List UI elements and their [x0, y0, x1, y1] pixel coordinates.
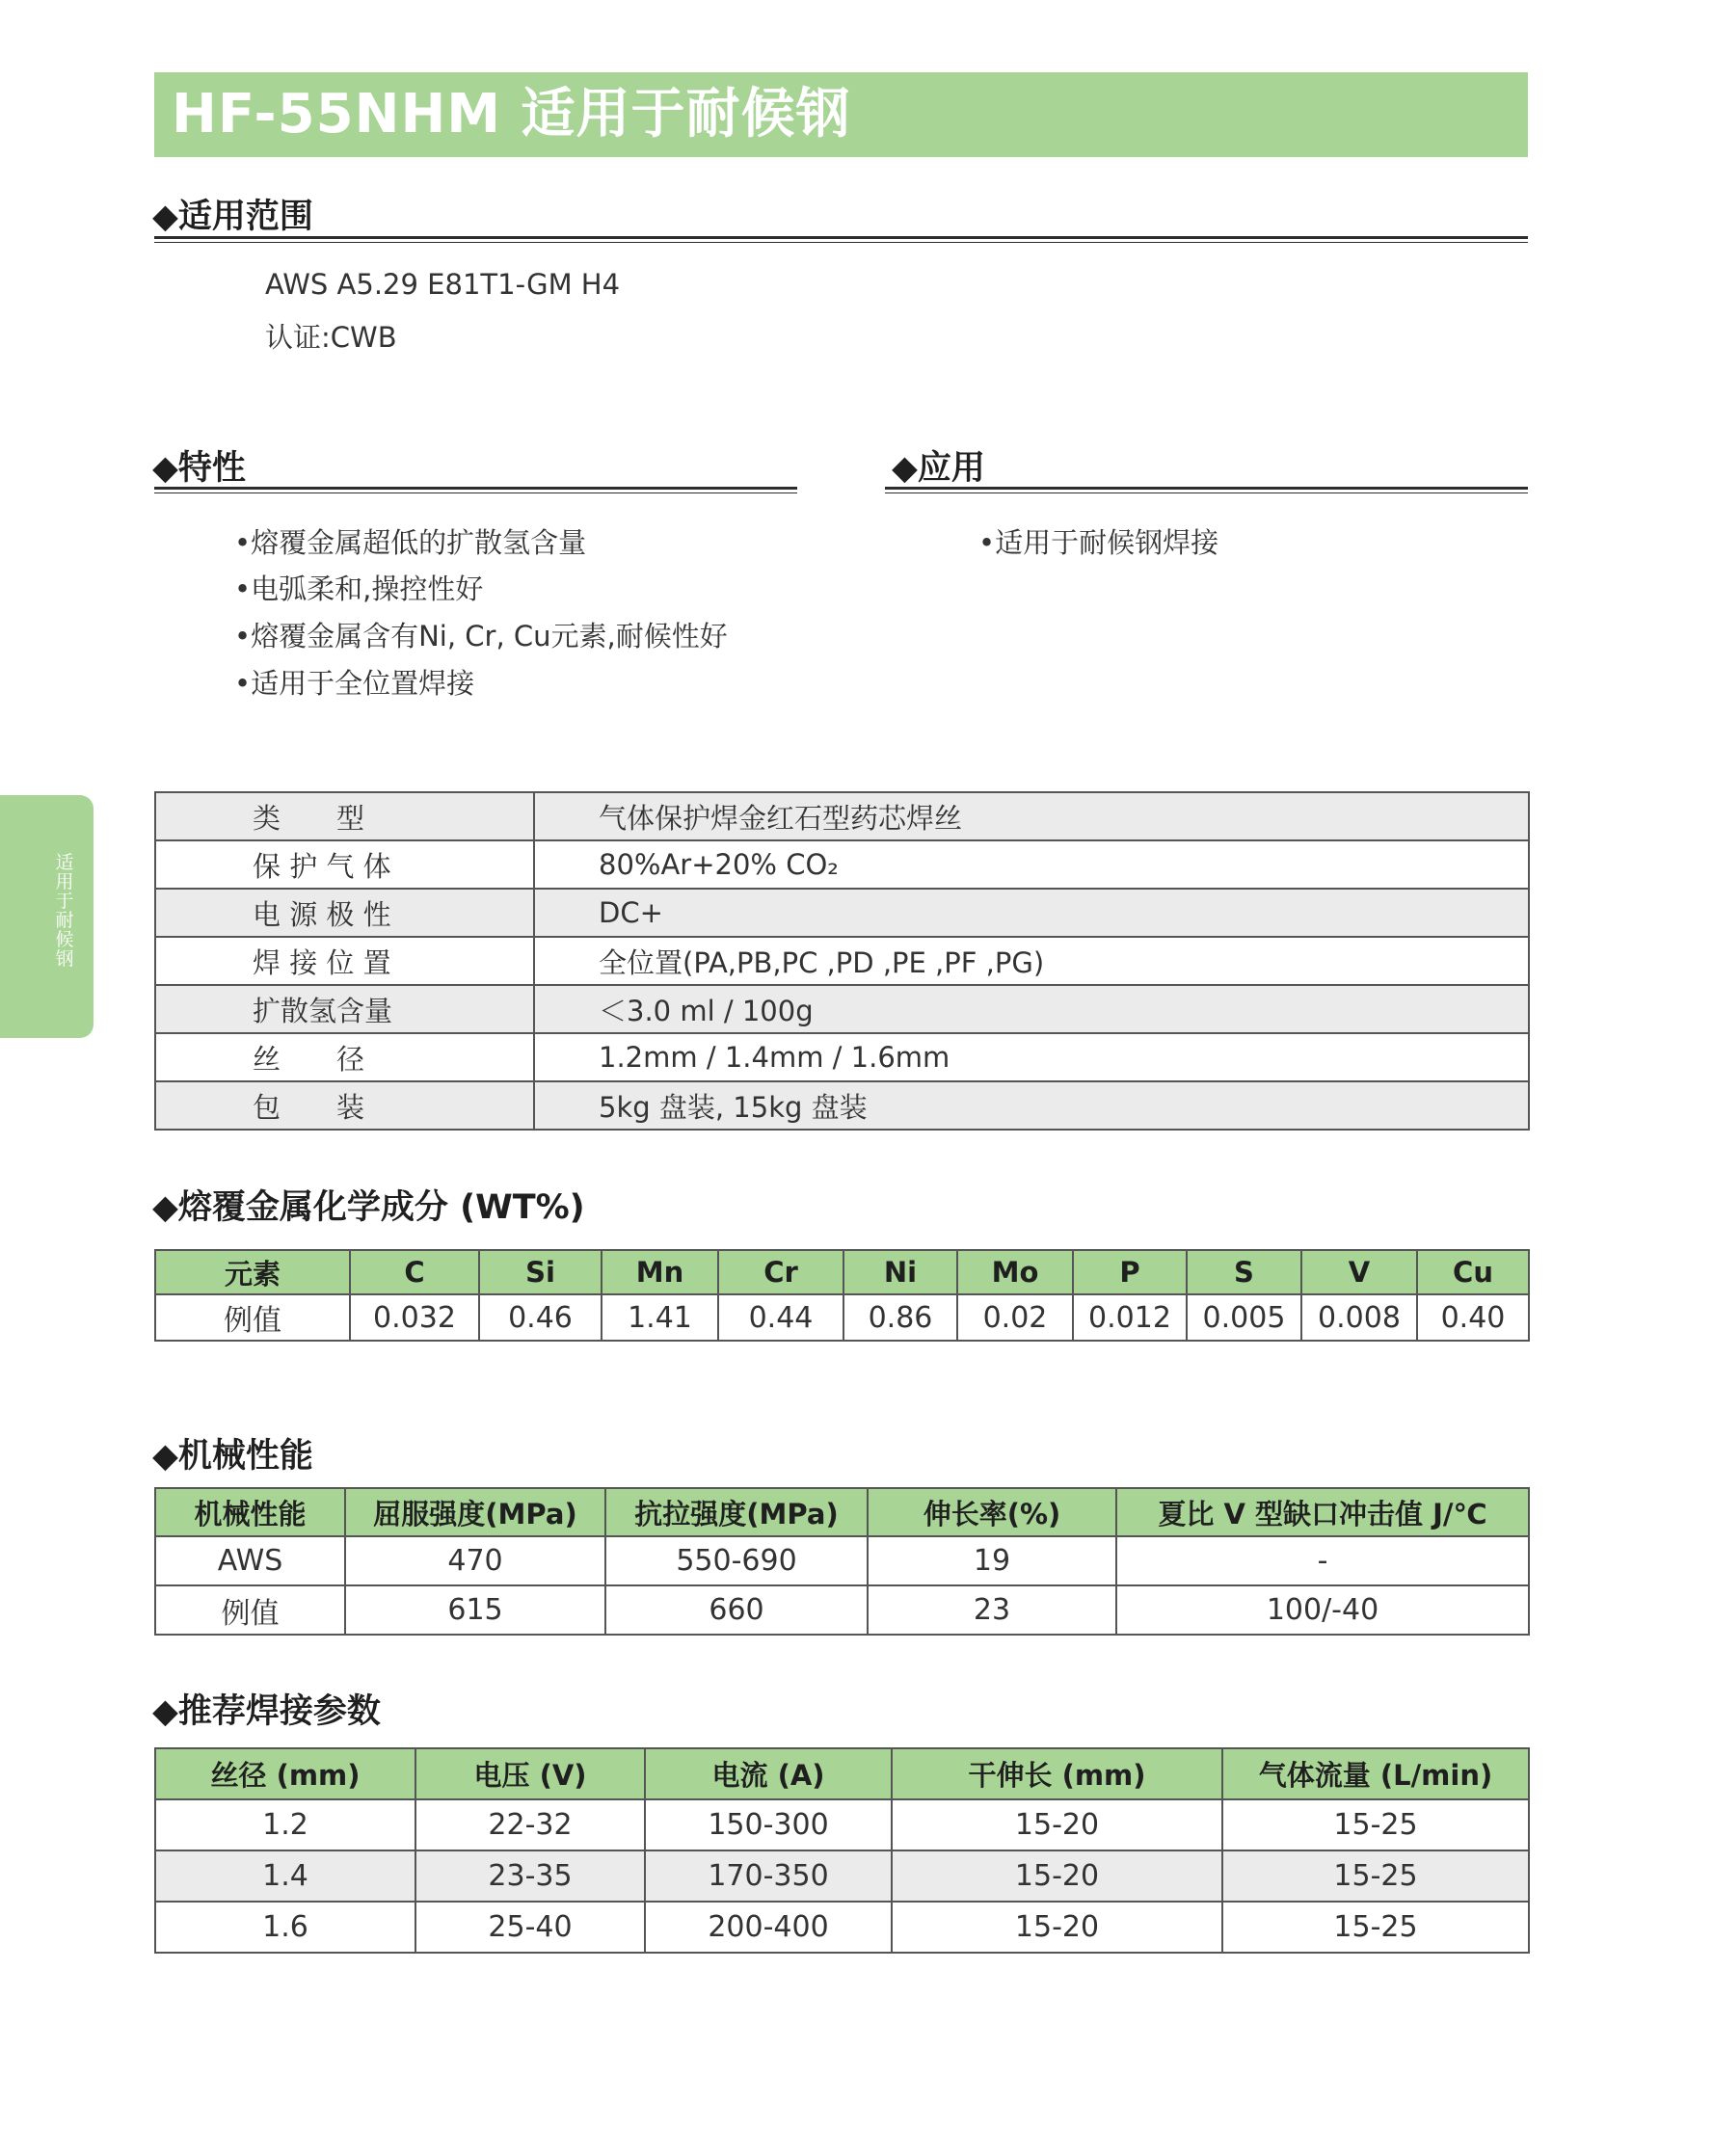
scope-rule: [154, 236, 1528, 243]
page-title: HF-55NHM 适用于耐候钢: [154, 72, 1528, 157]
spec-value: 80%Ar+20% CO₂: [534, 840, 1529, 889]
table-cell: 15-20: [892, 1850, 1222, 1902]
table-cell: 15-25: [1222, 1850, 1529, 1902]
column-header: 抗拉强度(MPa): [605, 1488, 868, 1536]
table-row: [155, 1850, 1529, 1902]
table-row: [155, 840, 1529, 889]
table-cell: 23: [868, 1585, 1116, 1635]
table-header-row: [155, 1488, 1529, 1536]
spec-key: 类 型: [155, 792, 534, 840]
table-cell: 例值: [155, 1294, 350, 1341]
table-cell: 25-40: [415, 1902, 645, 1953]
column-header: Mn: [602, 1250, 718, 1294]
column-header: S: [1187, 1250, 1301, 1294]
application-rule: [885, 487, 1528, 493]
scope-standard: AWS A5.29 E81T1-GM H4: [265, 268, 621, 301]
table-row: [155, 1536, 1529, 1585]
table-row: [155, 1294, 1529, 1341]
application-heading: ◆应用: [892, 449, 985, 488]
spec-key: 包 装: [155, 1081, 534, 1130]
table-cell: 15-25: [1222, 1902, 1529, 1953]
spec-value: DC+: [534, 889, 1529, 937]
column-header: 干伸长 (mm): [892, 1748, 1222, 1799]
chemistry-heading: ◆熔覆金属化学成分 (WT%): [152, 1188, 585, 1227]
scope-heading: ◆适用范围: [152, 198, 313, 236]
table-cell: 0.86: [843, 1294, 957, 1341]
table-cell: 15-20: [892, 1799, 1222, 1850]
table-cell: 1.4: [155, 1850, 415, 1902]
column-header: 夏比 V 型缺口冲击值 J/℃: [1116, 1488, 1529, 1536]
spec-key: 丝 径: [155, 1033, 534, 1081]
column-header: V: [1301, 1250, 1417, 1294]
table-cell: -: [1116, 1536, 1529, 1585]
column-header: 电流 (A): [645, 1748, 892, 1799]
features-rule: [154, 487, 797, 493]
column-header: 丝径 (mm): [155, 1748, 415, 1799]
table-cell: 100/-40: [1116, 1585, 1529, 1635]
table-header-row: [155, 1250, 1529, 1294]
table-cell: 15-20: [892, 1902, 1222, 1953]
table-cell: 0.008: [1301, 1294, 1417, 1341]
column-header: C: [350, 1250, 479, 1294]
welding-table: [154, 1747, 1530, 1954]
table-header-row: [155, 1748, 1529, 1799]
mechanical-heading: ◆机械性能: [152, 1437, 313, 1476]
table-cell: 例值: [155, 1585, 345, 1635]
table-row: [155, 1081, 1529, 1130]
table-cell: 200-400: [645, 1902, 892, 1953]
spec-table: [154, 791, 1530, 1131]
table-row: [155, 889, 1529, 937]
spec-key: 保 护 气 体: [155, 840, 534, 889]
table-row: [155, 1033, 1529, 1081]
table-cell: 150-300: [645, 1799, 892, 1850]
side-tab: [0, 795, 94, 1038]
feature-item: •电弧柔和,操控性好: [234, 572, 484, 605]
column-header: 电压 (V): [415, 1748, 645, 1799]
feature-item: •熔覆金属超低的扩散氢含量: [234, 526, 587, 559]
table-cell: 1.2: [155, 1799, 415, 1850]
table-cell: 0.032: [350, 1294, 479, 1341]
column-header: 伸长率(%): [868, 1488, 1116, 1536]
table-cell: AWS: [155, 1536, 345, 1585]
spec-key: 扩散氢含量: [155, 985, 534, 1033]
chemistry-table: [154, 1249, 1530, 1342]
application-item: •适用于耐候钢焊接: [978, 526, 1219, 559]
table-cell: 0.40: [1417, 1294, 1529, 1341]
spec-value: 气体保护焊金红石型药芯焊丝: [534, 792, 1529, 840]
column-header: Mo: [957, 1250, 1073, 1294]
column-header: Si: [479, 1250, 602, 1294]
table-cell: 19: [868, 1536, 1116, 1585]
table-cell: 23-35: [415, 1850, 645, 1902]
table-cell: 22-32: [415, 1799, 645, 1850]
spec-key: 焊 接 位 置: [155, 937, 534, 985]
table-cell: 15-25: [1222, 1799, 1529, 1850]
spec-value: 全位置(PA,PB,PC ,PD ,PE ,PF ,PG): [534, 937, 1529, 985]
table-cell: 0.005: [1187, 1294, 1301, 1341]
table-cell: 660: [605, 1585, 868, 1635]
side-tab-label: 适用于耐候钢: [55, 852, 74, 970]
column-header: 气体流量 (L/min): [1222, 1748, 1529, 1799]
column-header: 屈服强度(MPa): [345, 1488, 605, 1536]
features-heading: ◆特性: [152, 449, 246, 488]
feature-item: •适用于全位置焊接: [234, 667, 475, 700]
table-cell: 0.46: [479, 1294, 602, 1341]
table-row: [155, 985, 1529, 1033]
spec-key: 电 源 极 性: [155, 889, 534, 937]
table-cell: 470: [345, 1536, 605, 1585]
column-header: Ni: [843, 1250, 957, 1294]
column-header: 机械性能: [155, 1488, 345, 1536]
table-row: [155, 1799, 1529, 1850]
column-header: Cr: [718, 1250, 843, 1294]
feature-item: •熔覆金属含有Ni, Cr, Cu元素,耐候性好: [234, 620, 728, 652]
welding-heading: ◆推荐焊接参数: [152, 1692, 381, 1731]
column-header: 元素: [155, 1250, 350, 1294]
table-row: [155, 1585, 1529, 1635]
table-cell: 615: [345, 1585, 605, 1635]
table-cell: 1.6: [155, 1902, 415, 1953]
spec-value: 5kg 盘装, 15kg 盘装: [534, 1081, 1529, 1130]
table-cell: 170-350: [645, 1850, 892, 1902]
table-cell: 0.44: [718, 1294, 843, 1341]
spec-value: ＜3.0 ml / 100g: [534, 985, 1529, 1033]
table-row: [155, 937, 1529, 985]
column-header: Cu: [1417, 1250, 1529, 1294]
table-row: [155, 1902, 1529, 1953]
table-cell: 0.02: [957, 1294, 1073, 1341]
table-cell: 550-690: [605, 1536, 868, 1585]
spec-value: 1.2mm / 1.4mm / 1.6mm: [534, 1033, 1529, 1081]
table-cell: 1.41: [602, 1294, 718, 1341]
column-header: P: [1073, 1250, 1187, 1294]
table-cell: 0.012: [1073, 1294, 1187, 1341]
scope-certification: 认证:CWB: [265, 321, 397, 354]
table-row: [155, 792, 1529, 840]
mechanical-table: [154, 1487, 1530, 1636]
